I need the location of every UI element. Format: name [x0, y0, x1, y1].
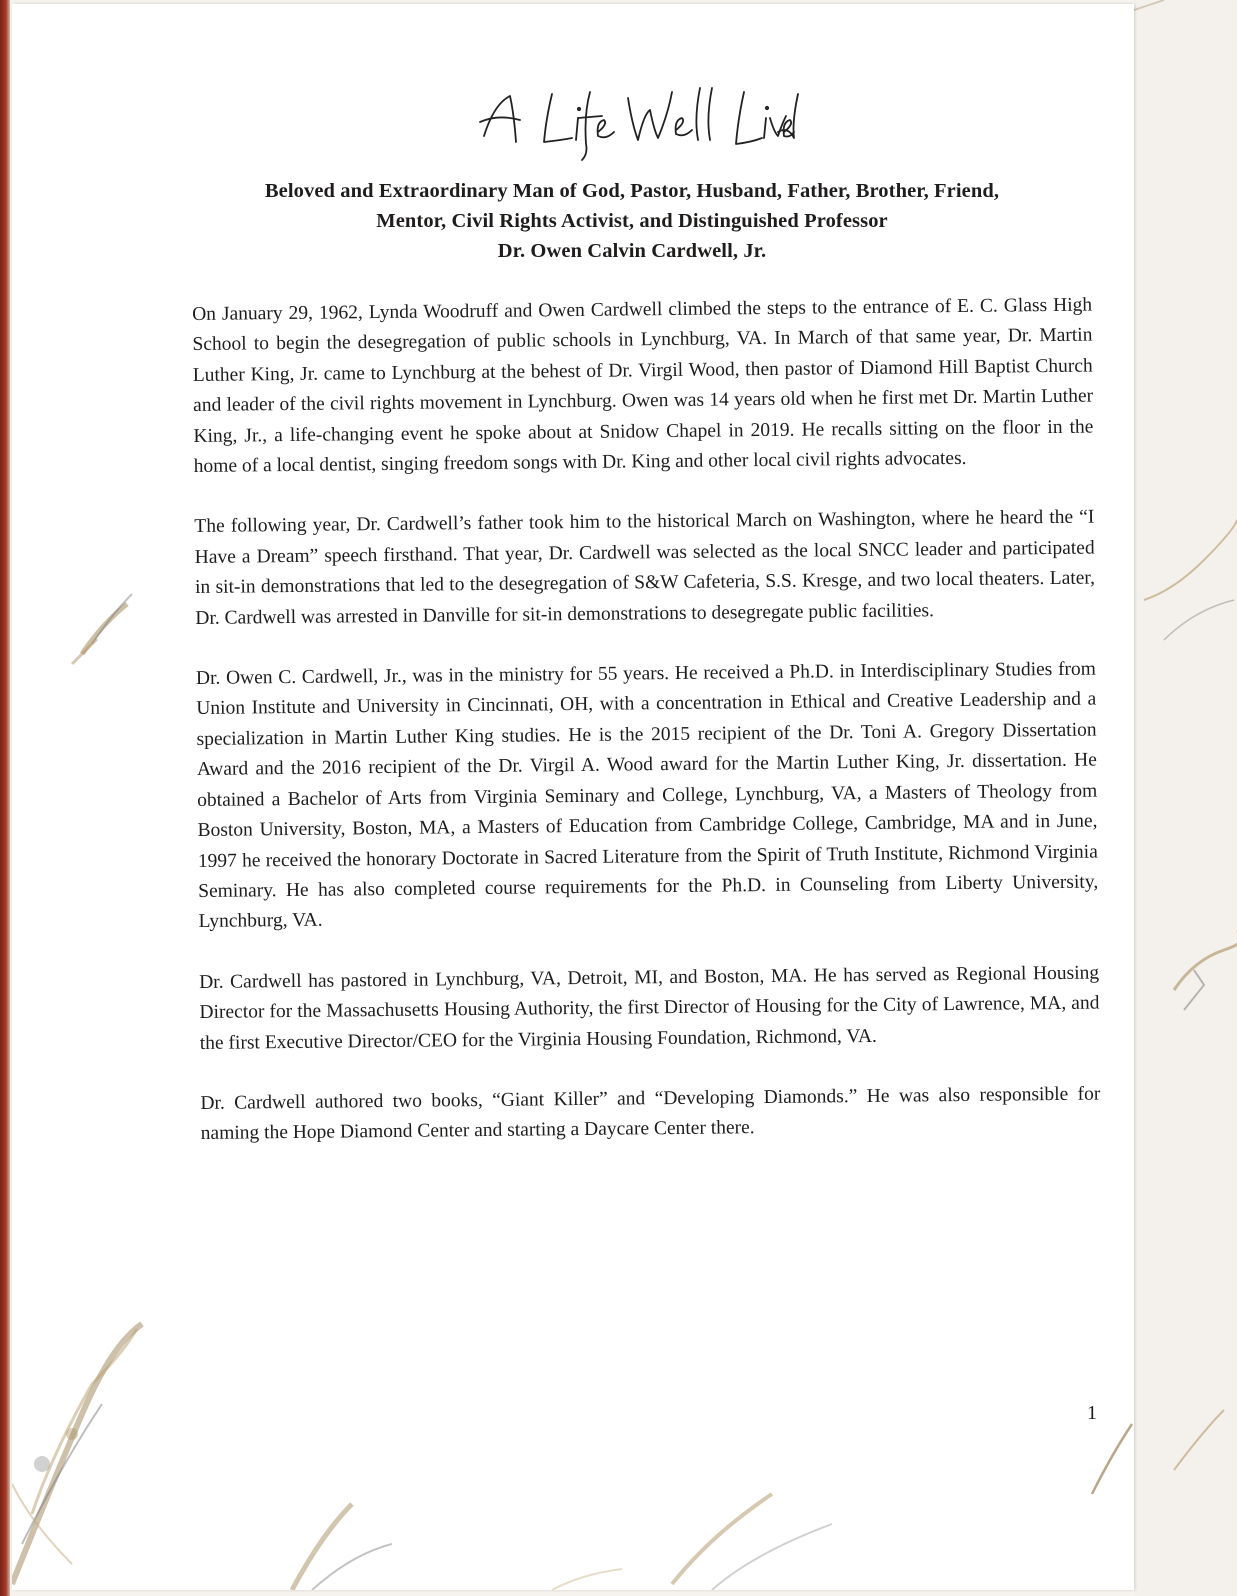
- memorial-heading: [182, 176, 1082, 266]
- marble-decoration-right-edge: [1072, 1384, 1134, 1504]
- marble-decoration-left: [12, 584, 152, 1590]
- marble-decoration-bottom: [152, 1474, 872, 1590]
- paragraph: Dr. Cardwell authored two books, “Giant Killer” and “Developing Diamonds.” He was also responsible for naming the Hope Diamond Center and starting a Daycare Center there.: [200, 1083, 1101, 1145]
- binding-edge: [0, 0, 10, 1596]
- paragraph: Dr. Owen C. Cardwell, Jr., was in the ministry for 55 years. He received a Ph.D. in Interdisciplinary Studies from Union Institute and University in Cincinnati, OH, with a concentration in Ethical and Creative Leadership and a specialization in Martin Luther King studies. He is the 2015 recipient of the Dr. Toni A. Gregory Dissertation Award and the 2016 recipient of the Dr. Virgil A. Wood award for the Martin Luther King, Jr. dissertation. He obtained a Bachelor of Arts from Virginia Seminary and College, Lynchburg, VA, a Masters of Theology from Boston University, Boston, MA, a Masters of Education from Cambridge College, Cambridge, MA and in June, 1997 he received the honorary Doctorate in Sacred Literature from the Spirit of Truth Institute, Richmond Virginia Seminary. He has also completed course requirements for the Ph.D. in Counseling from Liberty University, Lynchburg, VA.: [195, 658, 1099, 933]
- document-page: [12, 4, 1134, 1590]
- paragraph: On January 29, 1962, Lynda Woodruff and Owen Cardwell climbed the steps to the entrance of E. C. Glass High School to begin the desegregation of public schools in Lynchburg, VA. In March of that same year, Dr. Martin Luther King, Jr. came to Lynchburg at the behest of Dr. Virgil Wood, then pastor of Diamond Hill Baptist Church and leader of the civil rights movement in Lynchburg. Owen was 14 years old when he first met Dr. Martin Luther King, Jr., a life-changing event he spoke about at Snidow Chapel in 2019. He recalls sitting on the floor in the home of a local dentist, singing freedom songs with Dr. King and other local civil rights advocates.: [192, 294, 1094, 478]
- page-number: 1: [1087, 1402, 1097, 1424]
- title-script-lettering: [472, 74, 802, 164]
- paragraph: The following year, Dr. Cardwell’s father took him to the historical March on Washington, where he heard the “I Have a Dream” speech firsthand. That year, Dr. Cardwell was selected as the local SNCC leader and participated in sit-in demonstrations that led to the desegregation of S&W Cafeteria, S.S. Kresge, and two local theaters. Later, Dr. Cardwell was arrested in Danville for sit-in demonstrations to desegregate public facilities.: [194, 507, 1096, 629]
- heading-line-name: Dr. Owen Calvin Cardwell, Jr.: [497, 240, 767, 262]
- heading-line: Mentor, Civil Rights Activist, and Distinguished Professor: [376, 210, 888, 232]
- obituary-body: [192, 291, 1101, 1180]
- marble-background-right: [1134, 0, 1237, 1596]
- paragraph: Dr. Cardwell has pastored in Lynchburg, VA, Detroit, MI, and Boston, MA. He has served as Regional Housing Director for the Massachusetts Housing Authority, the first Director of Housing for the City of Lawrence, MA, and the first Executive Director/CEO for the Virginia Housing Foundation, Richmond, VA.: [199, 962, 1100, 1054]
- heading-line: Beloved and Extraordinary Man of God, Pastor, Husband, Father, Brother, Friend,: [264, 180, 1000, 202]
